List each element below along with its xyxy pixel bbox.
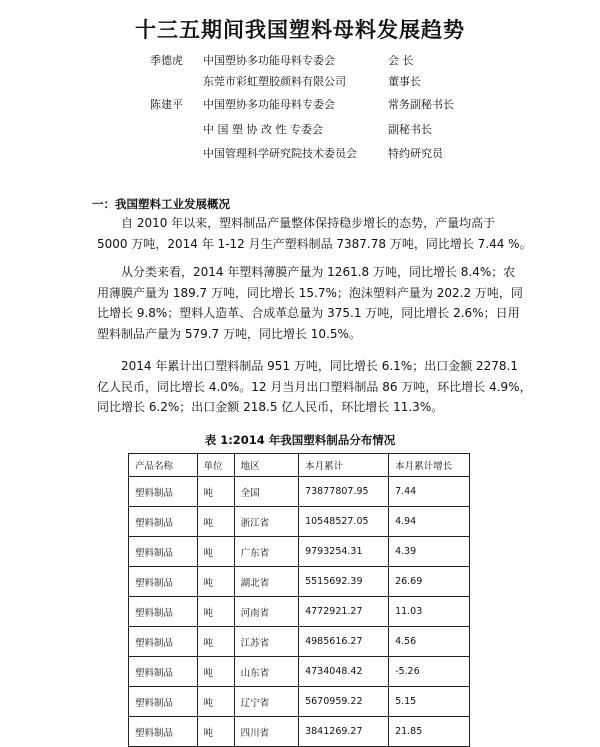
author-organization: 中国塑协多功能母料专委会 [203,54,335,67]
table-cell: 塑料制品 [129,687,198,717]
author-name: 季德虎 [150,54,183,67]
table-cell: 辽宁省 [234,687,299,717]
table-cell: 吨 [197,507,234,537]
author-row [0,121,600,137]
table-cell: 塑料制品 [129,567,198,597]
table-header-row [129,454,470,477]
author-row [0,96,600,112]
table-cell: 21.85 [389,717,470,747]
author-role: 会 长 [388,54,414,67]
paragraph-line: 2014 年累计出口塑料制品 951 万吨，同比增长 6.1%；出口金额 2278.1 [121,359,518,373]
author-organization: 中国管理科学研究院技术委员会 [203,147,357,160]
table-cell: 4734048.42 [299,657,389,687]
table-cell: 四川省 [234,717,299,747]
table-cell: 湖北省 [234,567,299,597]
author-organization: 中 国 塑 协 改 性 专委会 [203,123,323,136]
table-row [129,627,470,657]
author-role: 副秘书长 [388,123,432,136]
table-cell: 9793254.31 [299,537,389,567]
section-heading: 一：我国塑料工业发展概况 [92,197,230,211]
paragraph-categories [97,262,523,344]
table-cell: 26.69 [389,567,470,597]
table-cell: 5670959.22 [299,687,389,717]
table-row [129,537,470,567]
paragraph-line: 塑料制品产量为 579.7 万吨，同比增长 10.5%。 [97,326,361,341]
paragraph-line: 5000 万吨，2014 年 1-12 月生产塑料制品 7387.78 万吨，同比增长 7.44 %。 [97,236,532,251]
table-cell: 7.44 [389,477,470,507]
table-cell: 河南省 [234,597,299,627]
table-cell: 吨 [197,477,234,507]
table-cell: 3841269.27 [299,717,389,747]
table-cell: 塑料制品 [129,507,198,537]
author-row [0,73,600,89]
table-cell: 吨 [197,537,234,567]
table-cell: 吨 [197,717,234,747]
paragraph-line: 自 2010 年以来，塑料制品产量整体保持稳步增长的态势，产量均高于 [121,216,496,230]
table-cell: 塑料制品 [129,657,198,687]
paragraph-line: 用薄膜产量为 189.7 万吨，同比增长 15.7%；泡沫塑料产量为 202.2 万吨，同 [97,285,523,300]
table-cell: 山东省 [234,657,299,687]
table-cell: 5.15 [389,687,470,717]
table-cell: 广东省 [234,537,299,567]
table-cell: 吨 [197,567,234,597]
author-name: 陈建平 [150,98,183,111]
table-cell: 4772921.27 [299,597,389,627]
paragraph-exports [97,356,532,418]
table-row [129,687,470,717]
column-header: 单位 [197,454,234,477]
column-header: 本月累计 [299,454,389,477]
document-title: 十三五期间我国塑料母料发展趋势 [135,18,465,42]
table-row [129,567,470,597]
author-organization: 东莞市彩虹塑胶颜料有限公司 [203,75,346,88]
table-cell: 4.94 [389,507,470,537]
author-role: 常务副秘书长 [388,98,454,111]
table-cell: 吨 [197,657,234,687]
table-cell: 4985616.27 [299,627,389,657]
paragraph-line: 比增长 9.8%；塑料人造革、合成革总量为 375.1 万吨，同比增长 2.6%；日用 [97,306,520,320]
paragraph-line: 同比增长 6.2%；出口金额 218.5 亿人民币，环比增长 11.3%。 [97,400,444,414]
table-row [129,657,470,687]
table-cell: 11.03 [389,597,470,627]
table-caption: 表 1:2014 年我国塑料制品分布情况 [204,433,396,447]
author-organization: 中国塑协多功能母料专委会 [203,98,335,111]
author-row [0,145,600,161]
table-cell: -5.26 [389,657,470,687]
table-cell: 浙江省 [234,507,299,537]
author-role: 特约研究员 [388,147,443,160]
table-cell: 塑料制品 [129,717,198,747]
paragraph-line: 亿人民币，同比增长 4.0%。12 月当月出口塑料制品 86 万吨，环比增长 4.9%， [97,379,532,394]
table-cell: 吨 [197,627,234,657]
table-cell: 4.39 [389,537,470,567]
table-row [129,477,470,507]
table-cell: 73877807.95 [299,477,389,507]
table-cell: 塑料制品 [129,537,198,567]
table-cell: 塑料制品 [129,597,198,627]
column-header: 产品名称 [129,454,198,477]
author-role: 董事长 [388,75,421,88]
table-cell: 吨 [197,597,234,627]
table-cell: 5515692.39 [299,567,389,597]
paragraph-production [97,213,532,254]
table-row [129,507,470,537]
table-cell: 4.56 [389,627,470,657]
author-row [0,52,600,68]
table-cell: 江苏省 [234,627,299,657]
table-cell: 10548527.05 [299,507,389,537]
column-header: 本月累计增长 [389,454,470,477]
distribution-table [128,453,470,747]
column-header: 地区 [234,454,299,477]
table-cell: 塑料制品 [129,477,198,507]
table-row [129,597,470,627]
paragraph-line: 从分类来看，2014 年塑料薄膜产量为 1261.8 万吨，同比增长 8.4%；农 [121,265,516,279]
table-cell: 吨 [197,687,234,717]
table-cell: 全国 [234,477,299,507]
table-cell: 塑料制品 [129,627,198,657]
